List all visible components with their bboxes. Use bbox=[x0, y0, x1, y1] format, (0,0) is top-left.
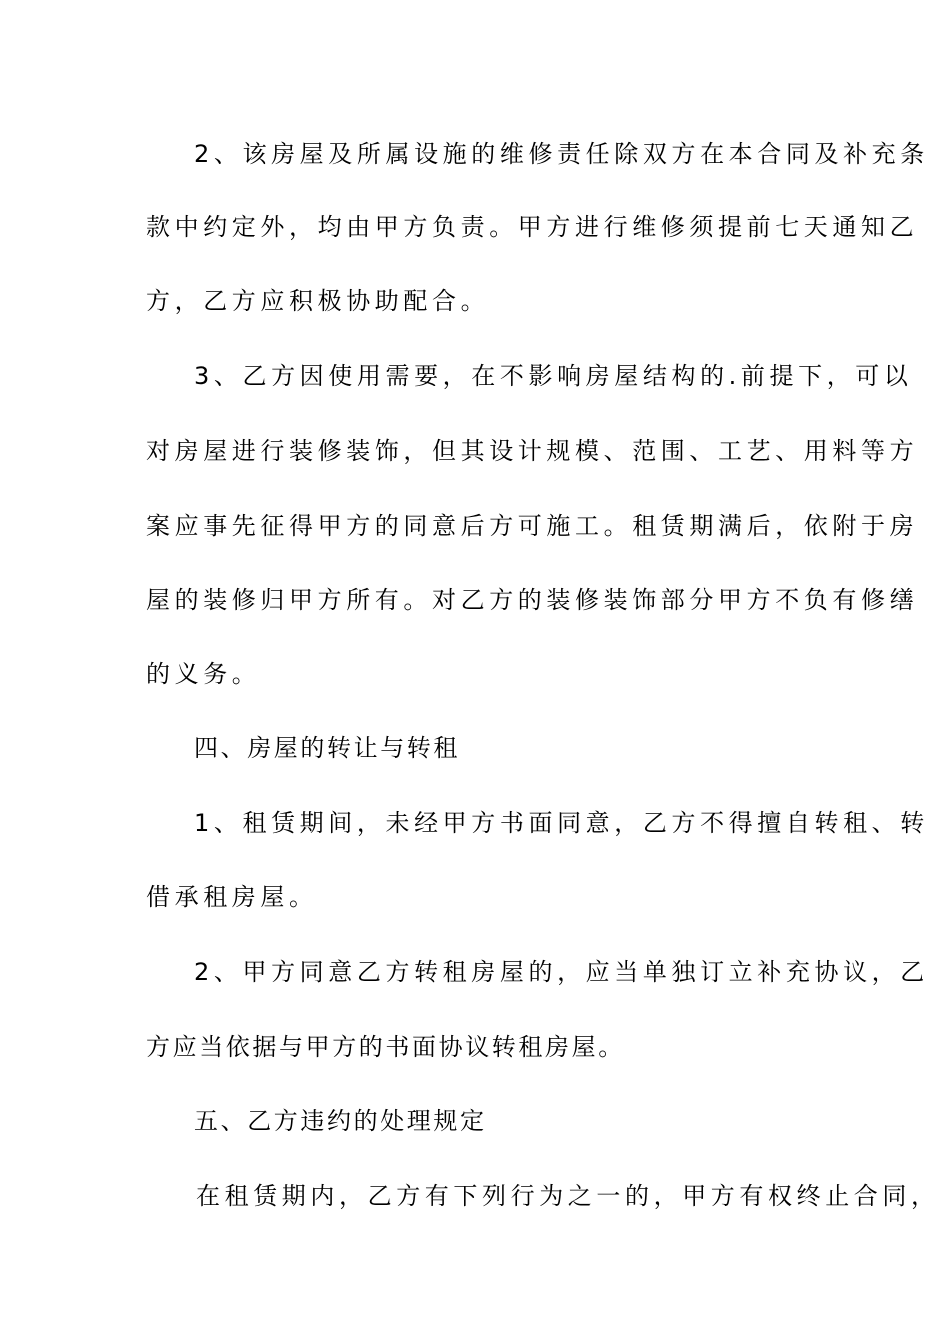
clause-3-3-line-3: 案应事先征得甲方的同意后方可施工。租赁期满后，依附于房 bbox=[146, 512, 919, 540]
clause-4-2-line-2: 方应当依据与甲方的书面协议转租房屋。 bbox=[146, 1033, 625, 1061]
clause-4-1-line-1: 1、租赁期间，未经甲方书面同意，乙方不得擅自转租、转 bbox=[194, 809, 929, 837]
clause-4-1-line-2: 借承租房屋。 bbox=[146, 883, 318, 911]
clause-3-3-line-5: 的义务。 bbox=[146, 660, 261, 688]
clause-3-2-line-1: 2、该房屋及所属设施的维修责任除双方在本合同及补充条 bbox=[194, 140, 929, 168]
section-4-heading: 四、房屋的转让与转租 bbox=[194, 734, 460, 762]
clause-3-2-line-3: 方，乙方应积极协助配合。 bbox=[146, 287, 490, 315]
section-5-heading: 五、乙方违约的处理规定 bbox=[194, 1107, 487, 1135]
clause-4-2-line-1: 2、甲方同意乙方转租房屋的，应当单独订立补充协议，乙 bbox=[194, 958, 929, 986]
clause-3-2-line-2: 款中约定外，均由甲方负责。甲方进行维修须提前七天通知乙 bbox=[146, 213, 919, 241]
clause-3-3-line-2: 对房屋进行装修装饰，但其设计规模、范围、工艺、用料等方 bbox=[146, 437, 919, 465]
clause-3-3-line-1: 3、乙方因使用需要，在不影响房屋结构的.前提下，可以 bbox=[194, 362, 913, 390]
clause-3-3-line-4: 屋的装修归甲方所有。对乙方的装修装饰部分甲方不负有修缮 bbox=[146, 586, 919, 614]
section-5-intro-line-1: 在租赁期内，乙方有下列行为之一的，甲方有权终止合同， bbox=[196, 1182, 940, 1210]
